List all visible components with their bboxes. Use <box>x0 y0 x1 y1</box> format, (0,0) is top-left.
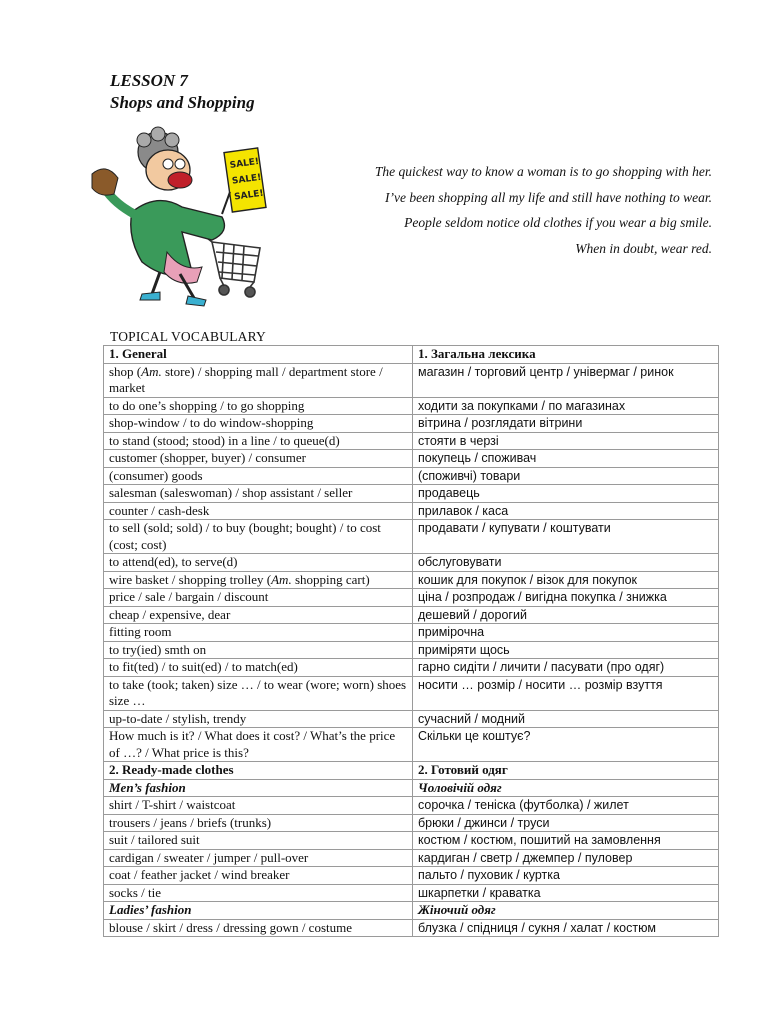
table-row <box>104 571 719 589</box>
ukrainian-term: носити … розмір / носити … розмір взуття <box>413 676 719 710</box>
english-term: cheap / expensive, dear <box>104 606 413 624</box>
table-row <box>104 884 719 902</box>
table-row <box>104 797 719 815</box>
table-header-row <box>104 902 719 920</box>
english-term: blouse / skirt / dress / dressing gown / costume <box>104 919 413 937</box>
english-term: counter / cash-desk <box>104 502 413 520</box>
quote: The quickest way to know a woman is to go shopping with her. <box>374 164 712 179</box>
english-term: salesman (saleswoman) / shop assistant / seller <box>104 485 413 503</box>
lesson-title <box>110 70 255 114</box>
english-term: trousers / jeans / briefs (trunks) <box>104 814 413 832</box>
table-row <box>104 641 719 659</box>
english-term: 2. Ready-made clothes <box>104 762 413 780</box>
quote: When in doubt, wear red. <box>575 241 712 257</box>
english-term: socks / tie <box>104 884 413 902</box>
svg-text:SALE!: SALE! <box>229 156 260 171</box>
table-row <box>104 432 719 450</box>
table-row <box>104 832 719 850</box>
ukrainian-term: обслуговувати <box>413 554 719 572</box>
ukrainian-term: сорочка / теніска (футболка) / жилет <box>413 797 719 815</box>
ukrainian-term: кардиган / светр / джемпер / пуловер <box>413 849 719 867</box>
english-term: shop-window / to do window-shopping <box>104 415 413 433</box>
ukrainian-term: продавець <box>413 485 719 503</box>
ukrainian-term: шкарпетки / краватка <box>413 884 719 902</box>
english-term: to try(ied) smth on <box>104 641 413 659</box>
english-term: shirt / T-shirt / waistcoat <box>104 797 413 815</box>
ukrainian-term: пальто / пуховик / куртка <box>413 867 719 885</box>
english-term: to attend(ed), to serve(d) <box>104 554 413 572</box>
table-row <box>104 485 719 503</box>
ukrainian-term: костюм / костюм, пошитий на замовлення <box>413 832 719 850</box>
table-row <box>104 659 719 677</box>
ukrainian-term: сучасний / модний <box>413 710 719 728</box>
english-term: to take (took; taken) size … / to wear (wore; worn) shoes size … <box>104 676 413 710</box>
ukrainian-term: ходити за покупками / по магазинах <box>413 397 719 415</box>
table-row <box>104 919 719 937</box>
vocabulary-table <box>103 345 719 937</box>
english-term: price / sale / bargain / discount <box>104 589 413 607</box>
ukrainian-term: примірочна <box>413 624 719 642</box>
english-term: wire basket / shopping trolley (Am. shopping cart) <box>104 571 413 589</box>
english-term: (consumer) goods <box>104 467 413 485</box>
table-header-row <box>104 762 719 780</box>
lesson-number: LESSON 7 <box>110 71 188 90</box>
table-row <box>104 450 719 468</box>
english-term: Men’s fashion <box>104 779 413 797</box>
english-term: Ladies’ fashion <box>104 902 413 920</box>
table-row <box>104 624 719 642</box>
ukrainian-term: блузка / спідниця / сукня / халат / костюм <box>413 919 719 937</box>
ukrainian-term: приміряти щось <box>413 641 719 659</box>
ukrainian-term: 2. Готовий одяг <box>413 762 719 780</box>
ukrainian-term: вітрина / розглядати вітрини <box>413 415 719 433</box>
table-row <box>104 606 719 624</box>
english-term: to sell (sold; sold) / to buy (bought; bought) / to cost (cost; cost) <box>104 520 413 554</box>
table-row <box>104 397 719 415</box>
ukrainian-term: прилавок / каса <box>413 502 719 520</box>
english-term: suit / tailored suit <box>104 832 413 850</box>
shopping-cart-icon <box>202 234 260 297</box>
english-term: cardigan / sweater / jumper / pull-over <box>104 849 413 867</box>
english-term: customer (shopper, buyer) / consumer <box>104 450 413 468</box>
table-row <box>104 363 719 397</box>
table-row <box>104 676 719 710</box>
ukrainian-term: гарно сидіти / личити / пасувати (про одяг) <box>413 659 719 677</box>
table-row <box>104 728 719 762</box>
svg-text:SALE!: SALE! <box>233 188 265 203</box>
table-header-row <box>104 346 719 364</box>
table-row <box>104 467 719 485</box>
ukrainian-term: дешевий / дорогий <box>413 606 719 624</box>
quotes-block <box>272 159 712 262</box>
ukrainian-term: кошик для покупок / візок для покупок <box>413 571 719 589</box>
english-term: How much is it? / What does it cost? / What’s the price of …? / What price is this? <box>104 728 413 762</box>
ukrainian-term: брюки / джинси / труси <box>413 814 719 832</box>
table-row <box>104 849 719 867</box>
english-term: fitting room <box>104 624 413 642</box>
ukrainian-term: (споживчі) товари <box>413 467 719 485</box>
ukrainian-term: магазин / торговий центр / універмаг / ринок <box>413 363 719 397</box>
english-term: to fit(ted) / to suit(ed) / to match(ed) <box>104 659 413 677</box>
english-term: to stand (stood; stood) in a line / to queue(d) <box>104 432 413 450</box>
english-term: coat / feather jacket / wind breaker <box>104 867 413 885</box>
english-term: up-to-date / stylish, trendy <box>104 710 413 728</box>
lesson-subtitle: Shops and Shopping <box>110 93 255 112</box>
table-row <box>104 554 719 572</box>
table-header-row <box>104 779 719 797</box>
ukrainian-term: стояти в черзі <box>413 432 719 450</box>
ukrainian-term: Жіночий одяг <box>413 902 719 920</box>
english-term: 1. General <box>104 346 413 364</box>
section-heading: TOPICAL VOCABULARY <box>110 329 266 344</box>
ukrainian-term: продавати / купувати / коштувати <box>413 520 719 554</box>
ukrainian-term: 1. Загальна лексика <box>413 346 719 364</box>
english-term: shop (Am. store) / shopping mall / department store / market <box>104 363 413 397</box>
ukrainian-term: покупець / споживач <box>413 450 719 468</box>
table-row <box>104 589 719 607</box>
table-row <box>104 814 719 832</box>
quote: I’ve been shopping all my life and still have nothing to wear. <box>385 189 712 205</box>
table-row <box>104 710 719 728</box>
svg-text:SALE!: SALE! <box>231 172 262 187</box>
table-row <box>104 502 719 520</box>
quote: People seldom notice old clothes if you wear a big smile. <box>404 215 712 231</box>
table-row <box>104 520 719 554</box>
english-term: to do one’s shopping / to go shopping <box>104 397 413 415</box>
sale-sign-icon <box>222 148 266 214</box>
ukrainian-term: Чоловічій одяг <box>413 779 719 797</box>
ukrainian-term: ціна / розпродаж / вигідна покупка / знижка <box>413 589 719 607</box>
shopping-woman-illustration <box>72 122 292 310</box>
table-row <box>104 415 719 433</box>
table-row <box>104 867 719 885</box>
ukrainian-term: Скільки це коштує? <box>413 728 719 762</box>
